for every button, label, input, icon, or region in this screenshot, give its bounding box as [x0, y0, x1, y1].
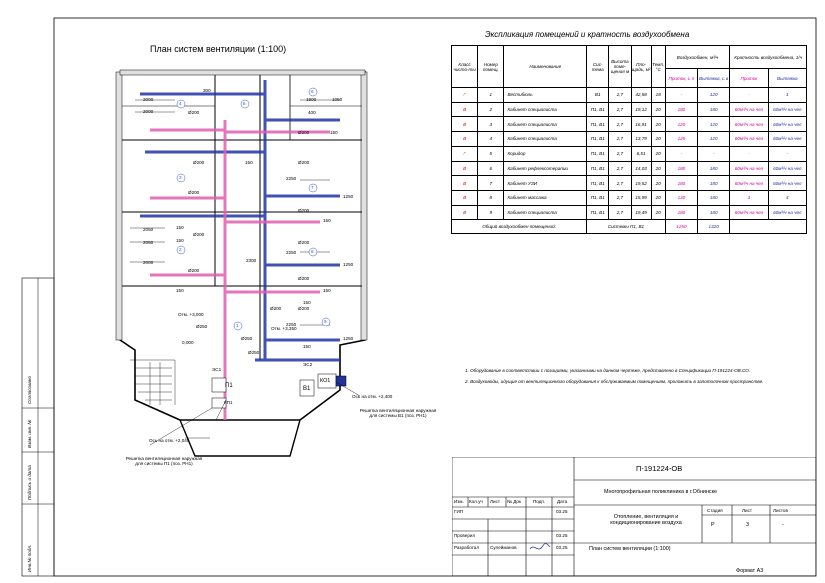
note-2: 2. Воздуховоды, идущие от вентиляционного оборудования к обслуживаемым помещениям, проложить в запотолочном пространстве.	[465, 379, 764, 384]
tb-developed: Разработал	[454, 545, 480, 550]
table-cell-sup: 180	[665, 102, 697, 117]
diameter-label: Ø200	[188, 268, 200, 273]
tb-date3: 03.25	[556, 545, 568, 550]
table-row	[452, 88, 807, 103]
table-cell-cls: Г	[452, 146, 478, 161]
dim-label: 150	[176, 238, 184, 243]
tb-date1: 03.25	[556, 509, 568, 514]
table-cell-sup: 130	[665, 190, 697, 205]
system-label-ko1: КО1	[320, 378, 331, 384]
dim-label: 1250	[343, 336, 354, 341]
tb-date2: 03.25	[556, 533, 568, 538]
col-supply: Приток, L п	[665, 69, 697, 88]
col-supply-rate: Приток	[730, 69, 768, 88]
table-cell-h: 2,7	[609, 190, 631, 205]
dim-label: 150	[176, 225, 184, 230]
table-cell-sys: П1, В1	[587, 102, 609, 117]
table-cell-area: 42,58	[631, 88, 651, 103]
table-cell-h: 2,7	[609, 88, 631, 103]
explication-table	[451, 45, 807, 234]
table-row	[452, 132, 807, 147]
tb-sheet-name: План систем вентиляции (1:100)	[589, 546, 671, 552]
table-row	[452, 205, 807, 220]
explication-title: Экспликация помещений и кратность воздухообмена	[485, 30, 690, 39]
dim-label: 150	[323, 218, 331, 223]
table-cell-num: 3	[478, 117, 504, 132]
tb-stage: Р	[711, 522, 715, 528]
table-cell-area: 15,99	[631, 190, 651, 205]
room-number: 1	[236, 323, 239, 328]
table-cell-exh: 180	[698, 161, 730, 176]
table-cell-sr: 60м³/ч на чел	[730, 176, 768, 191]
tb-gip: ГИП	[454, 509, 464, 514]
dim-label: 1250	[343, 262, 354, 267]
total-systems: Системы П1, В1	[587, 220, 666, 234]
table-cell-exh: 120	[698, 132, 730, 147]
table-cell-t: 20	[651, 161, 665, 176]
table-cell-sup: 180	[665, 161, 697, 176]
table-cell-er: 60м³/ч на чел	[768, 102, 806, 117]
table-cell-exh: 180	[698, 102, 730, 117]
room-number: 4	[179, 101, 182, 106]
table-cell-h: 2,7	[609, 176, 631, 191]
table-cell-name: Кабинет УЗИ	[504, 176, 587, 191]
table-cell-sys: П1, В1	[587, 190, 609, 205]
table-cell-t: 20	[651, 102, 665, 117]
system-label-v1: В1	[303, 386, 311, 392]
diameter-label: Ø200	[193, 160, 205, 165]
diameter-label: Ø200	[298, 160, 310, 165]
diameter-label: Ø200	[298, 306, 310, 311]
diameter-label: Ø250	[248, 350, 260, 355]
table-cell-er: 4	[768, 190, 806, 205]
room-number: 7	[311, 185, 314, 190]
table-cell-sup: 120	[665, 132, 697, 147]
table-cell-name: Кабинет рефлексотерапии	[504, 161, 587, 176]
dim-label: 2300	[246, 258, 257, 263]
col-rate: Кратность воздухообмена, 1/ч	[730, 46, 807, 69]
table-cell-num: 1	[478, 88, 504, 103]
grille-p1-label: Решетка вентиляционная наружная для системы П1 (поз. РН1)	[125, 456, 203, 466]
table-cell-num: 7	[478, 176, 504, 191]
total-exhaust: 1320	[698, 220, 730, 234]
col-system: Сис-тема	[587, 46, 609, 88]
table-row	[452, 146, 807, 161]
table-cell-t: 20	[651, 132, 665, 147]
table-cell-area: 6,51	[631, 146, 651, 161]
table-cell-area: 19,49	[631, 205, 651, 220]
diameter-label: Ø200	[188, 190, 200, 195]
table-row	[452, 190, 807, 205]
axis-label: Ось на отм. +2,400	[352, 394, 393, 399]
tb-checked: Проверил	[454, 533, 476, 538]
table-cell-num: 8	[478, 190, 504, 205]
system-label-p1: П1	[225, 383, 233, 389]
elevation-label: Отм. +3,000	[178, 312, 204, 317]
tb-sheet-h: Лист	[742, 508, 752, 513]
dim-label: 1050	[332, 97, 343, 102]
table-cell-er: 60м³/ч на чел	[768, 161, 806, 176]
dim-label: 150	[176, 288, 184, 293]
table-cell-t: 20	[651, 117, 665, 132]
table-cell-sr: -	[730, 146, 768, 161]
table-cell-num: 9	[478, 205, 504, 220]
col-exhaust-rate: Вытяжка	[768, 69, 806, 88]
table-cell-exh: 180	[698, 176, 730, 191]
tb-h-izm: Изм.	[454, 499, 464, 504]
table-row	[452, 117, 807, 132]
stamp-inv: Инв.№ подл.	[27, 544, 32, 572]
table-cell-h: 2,7	[609, 146, 631, 161]
dim-label: 2050	[143, 240, 154, 245]
table-cell-exh: 180	[698, 205, 730, 220]
dim-label: 150	[303, 300, 311, 305]
table-cell-cls: Г	[452, 88, 478, 103]
table-cell-num: 5	[478, 146, 504, 161]
col-height: Высота поме-щения м	[609, 46, 631, 88]
tb-developer: Сулейманов	[490, 545, 517, 550]
tb-h-sign: Подп.	[533, 499, 546, 504]
table-cell-name: Кабинет специалиста	[504, 117, 587, 132]
dim-label: 2250	[286, 250, 297, 255]
elevation-label: 0,000	[182, 340, 194, 345]
table-cell-area: 13,79	[631, 132, 651, 147]
dim-label: 300	[203, 88, 211, 93]
dim-label: 1250	[343, 194, 354, 199]
table-cell-sup: -	[665, 146, 697, 161]
table-cell-sup: 120	[665, 117, 697, 132]
room-number: 9	[324, 319, 327, 324]
table-cell-sys: П1, В1	[587, 132, 609, 147]
table-cell-cls: В	[452, 190, 478, 205]
table-row	[452, 161, 807, 176]
table-cell-sr: 60м³/ч на чел	[730, 117, 768, 132]
tb-h-kol: Кол.уч	[469, 499, 483, 504]
dim-label: 2050	[143, 227, 154, 232]
grille-v1-label: Решетка вентиляционная наружная для системы В1 (поз. РН1)	[359, 408, 437, 418]
table-cell-name: Кабинет специалиста	[504, 205, 587, 220]
col-class: Класс чисто-ты	[452, 46, 478, 88]
tb-sheets: -	[782, 522, 784, 528]
table-cell-er: -	[768, 146, 806, 161]
table-cell-cls: В	[452, 176, 478, 191]
floor-plan	[116, 70, 367, 456]
system-label-ec2: ЭС2	[303, 362, 313, 367]
table-cell-exh: 120	[698, 88, 730, 103]
table-cell-h: 2,7	[609, 161, 631, 176]
room-number: 5	[243, 101, 246, 106]
dim-label: 150	[330, 130, 338, 135]
table-cell-sr: 60м³/ч на чел	[730, 132, 768, 147]
dim-label: 2250	[286, 176, 297, 181]
diameter-label: Ø200	[270, 306, 282, 311]
tb-section: Отопление, вентиляция и кондиционирование воздуха	[610, 514, 682, 526]
table-cell-exh: 120	[698, 117, 730, 132]
system-label-ec1: ЭС1	[212, 367, 222, 372]
system-label-kp1: КП1	[224, 400, 233, 405]
diameter-label: Ø200	[298, 240, 310, 245]
table-cell-num: 4	[478, 132, 504, 147]
table-cell-cls: В	[452, 117, 478, 132]
table-cell-sys: П1, В1	[587, 161, 609, 176]
table-cell-h: 2,7	[609, 205, 631, 220]
stamp-sign-date: Подпись и дата	[27, 465, 32, 500]
dim-label: 2000	[143, 97, 154, 102]
table-cell-area: 16,91	[631, 117, 651, 132]
table-cell-er: 60м³/ч на чел	[768, 176, 806, 191]
table-cell-sys: П1, В1	[587, 176, 609, 191]
diameter-label: Ø250	[196, 324, 208, 329]
room-number: 8	[311, 249, 314, 254]
table-cell-sys: П1, В1	[587, 146, 609, 161]
plan-title: План систем вентиляции (1:100)	[150, 44, 287, 54]
diameter-label: Ø200	[188, 110, 200, 115]
tb-code: П-191224-ОВ	[636, 464, 683, 473]
diameter-label: Ø200	[298, 208, 310, 213]
table-cell-exh: -	[698, 146, 730, 161]
table-cell-name: Кабинет специалиста	[504, 102, 587, 117]
table-cell-cls: В	[452, 132, 478, 147]
table-cell-name: Кабинет специалиста	[504, 132, 587, 147]
dim-label: 1900	[306, 97, 317, 102]
stamp-replace: Взам. инв. №	[27, 419, 32, 448]
dim-label: 150	[323, 288, 331, 293]
dim-label: 2000	[143, 260, 154, 265]
table-cell-sup: 180	[665, 176, 697, 191]
table-cell-t: 20	[651, 205, 665, 220]
room-number: 6	[311, 89, 314, 94]
tb-h-date: Дата	[557, 499, 568, 504]
table-cell-t: 20	[651, 176, 665, 191]
table-cell-er: 60м³/ч на чел	[768, 132, 806, 147]
table-cell-sr: 60м³/ч на чел	[730, 161, 768, 176]
table-cell-sup: 180	[665, 205, 697, 220]
room-number: 3	[179, 175, 182, 180]
diameter-label: Ø250	[241, 336, 253, 341]
col-temp: Темп. °С	[651, 46, 665, 88]
diameter-label: Ø200	[298, 276, 310, 281]
dim-label: 150	[303, 344, 311, 349]
tb-sheet: 3	[746, 522, 749, 528]
col-num: Номер помещ.	[478, 46, 504, 88]
diameter-label: Ø200	[193, 232, 205, 237]
table-cell-cls: В	[452, 102, 478, 117]
elevation-label: Отм. +3,350	[271, 326, 297, 331]
total-label: Общий воздухообмен помещений:	[452, 220, 587, 234]
dim-label: 150	[245, 160, 253, 165]
table-row	[452, 176, 807, 191]
table-cell-er: 60м³/ч на чел	[768, 205, 806, 220]
table-cell-er: 1	[768, 88, 806, 103]
table-cell-h: 2,7	[609, 117, 631, 132]
tb-format: Формат А3	[736, 568, 764, 574]
table-cell-t: 20	[651, 190, 665, 205]
room-number: 2	[179, 247, 182, 252]
table-cell-h: 2,7	[609, 102, 631, 117]
table-cell-cls: В	[452, 161, 478, 176]
col-exchange: Воздухообмен, м³/ч	[665, 46, 730, 69]
table-cell-sr: -	[730, 88, 768, 103]
total-row	[452, 220, 807, 234]
diameter-label: Ø200	[298, 130, 310, 135]
signature	[530, 543, 550, 549]
table-cell-sys: П1, В1	[587, 117, 609, 132]
stamp-agreed: Согласовано	[27, 375, 32, 404]
tb-h-list: Лист	[490, 499, 500, 504]
table-cell-sr: 60м³/ч на чел	[730, 205, 768, 220]
table-cell-t: 18	[651, 88, 665, 103]
table-cell-num: 2	[478, 102, 504, 117]
table-cell-sup: -	[665, 88, 697, 103]
tb-sheets-h: Листов	[773, 508, 788, 513]
table-cell-name: Вестибюль	[504, 88, 587, 103]
tb-stage-h: Стадия	[707, 508, 723, 513]
tb-h-doc: № Док	[507, 499, 521, 504]
axis-label: Ось на отм. +2,040	[149, 438, 190, 443]
table-cell-area: 19,52	[631, 176, 651, 191]
note-1: 1. Оборудование в соответствии с позициями, указанными на данном чертеже, представлено в Спецификации П-191224-ОВ.СО.	[465, 368, 751, 373]
col-exhaust: Вытяжка, L в	[698, 69, 730, 88]
table-cell-t: 20	[651, 146, 665, 161]
table-row	[452, 102, 807, 117]
dim-label: 2250	[286, 322, 297, 327]
table-cell-num: 6	[478, 161, 504, 176]
table-cell-name: Кабинет массажа	[504, 190, 587, 205]
total-supply: 1250	[665, 220, 697, 234]
table-cell-cls: В	[452, 205, 478, 220]
dim-label: 400	[308, 110, 316, 115]
table-cell-area: 14,03	[631, 161, 651, 176]
table-cell-exh: 180	[698, 190, 730, 205]
notes	[465, 365, 800, 387]
table-cell-er: 60м³/ч на чел	[768, 117, 806, 132]
table-cell-sys: В1	[587, 88, 609, 103]
table-cell-sys: П1, В1	[587, 205, 609, 220]
table-cell-name: Коридор	[504, 146, 587, 161]
tb-project: Многопрофильная поликлиника в г.Обнинске	[604, 489, 718, 495]
table-cell-sr: 60м³/ч на чел	[730, 102, 768, 117]
table-cell-h: 2,7	[609, 132, 631, 147]
col-name: Наименование	[504, 46, 587, 88]
table-cell-area: 19,12	[631, 102, 651, 117]
total-empty	[730, 220, 807, 234]
col-area: Пло-щадь, м²	[631, 46, 651, 88]
dim-label: 2000	[143, 109, 154, 114]
table-cell-sr: 3	[730, 190, 768, 205]
